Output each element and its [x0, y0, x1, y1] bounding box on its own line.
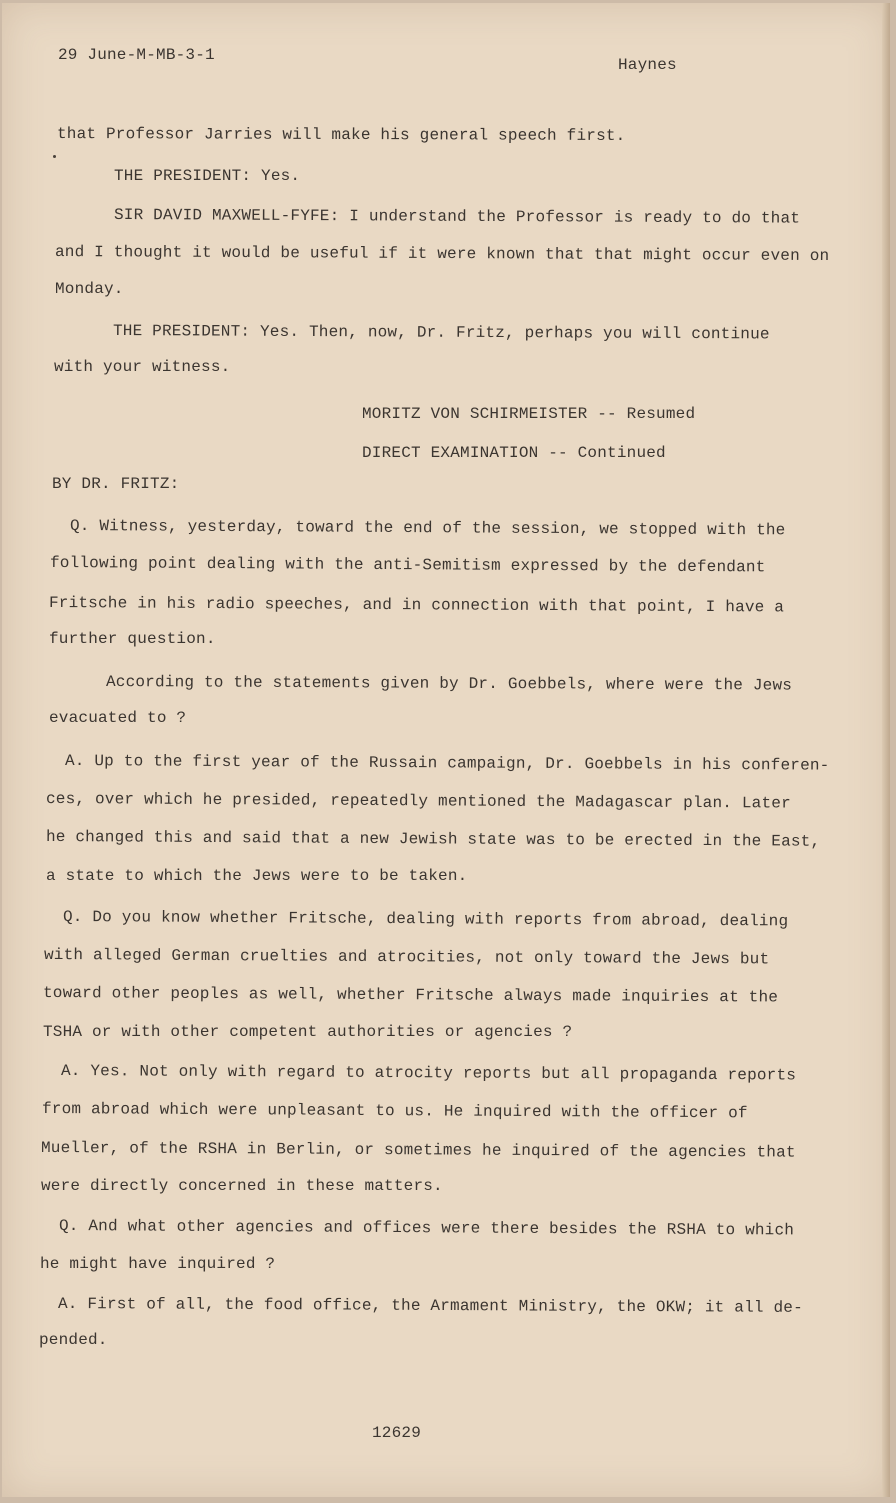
text-line-12: following point dealing with the anti-Semitism expressed by the defendant — [49, 554, 766, 577]
ink-mark — [53, 155, 56, 158]
text-line-31: A. First of all, the food office, the Armament Ministry, the OKW; it all de- — [57, 1295, 803, 1317]
text-line-14: further question. — [49, 630, 216, 648]
text-line-26: from abroad which were unpleasant to us. He inquired with the officer of — [41, 1100, 748, 1123]
header-right: Haynes — [618, 56, 677, 74]
text-line-30: he might have inquired ? — [40, 1255, 276, 1273]
text-line-23: toward other peoples as well, whether Fritsche always made inquiries at the — [42, 984, 779, 1007]
text-line-6: THE PRESIDENT: Yes. Then, now, Dr. Fritz, perhaps you will continue — [112, 322, 770, 344]
text-line-2: THE PRESIDENT: Yes. — [114, 167, 301, 185]
text-line-16: evacuated to ? — [49, 709, 187, 727]
text-line-5: Monday. — [55, 280, 124, 298]
text-line-24: TSHA or with other competent authorities or agencies ? — [43, 1023, 573, 1041]
header-left: 29 June-M-MB-3-1 — [58, 46, 215, 64]
examiner-label: BY DR. FRITZ: — [52, 475, 180, 493]
text-line-22: with alleged German cruelties and atrocities, not only toward the Jews but — [43, 946, 770, 969]
text-line-18: ces, over which he presided, repeatedly mentioned the Madagascar plan. Later — [45, 790, 791, 813]
text-line-19: he changed this and said that a new Jewish state was to be erected in the East, — [45, 828, 821, 851]
text-line-20: a state to which the Jews were to be taken. — [46, 867, 468, 885]
text-line-3: SIR DAVID MAXWELL-FYFE: I understand the Professor is ready to do that — [113, 206, 801, 228]
text-line-4: and I thought it would be useful if it were known that that might occur even on — [54, 243, 830, 266]
text-line-29: Q. And what other agencies and offices were there besides the RSHA to which — [58, 1217, 795, 1240]
document-page — [2, 3, 890, 1497]
text-line-7: with your witness. — [54, 358, 231, 376]
page-edge-shadow — [882, 3, 890, 1497]
text-line-15: According to the statements given by Dr. Goebbels, where were the Jews — [105, 673, 793, 695]
text-line-13: Fritsche in his radio speeches, and in connection with that point, I have a — [48, 594, 785, 617]
examination-heading: DIRECT EXAMINATION -- Continued — [362, 444, 666, 462]
text-line-1: that Professor Jarries will make his general speech first. — [56, 125, 626, 145]
text-line-32: pended. — [39, 1331, 108, 1349]
text-line-27: Mueller, of the RSHA in Berlin, or sometimes he inquired of the agencies that — [40, 1139, 796, 1162]
text-line-11: Q. Witness, yesterday, toward the end of the session, we stopped with the — [69, 517, 786, 540]
text-line-25: A. Yes. Not only with regard to atrocity reports but all propaganda reports — [60, 1062, 797, 1085]
text-line-21: Q. Do you know whether Fritsche, dealing with reports from abroad, dealing — [62, 908, 789, 931]
page-number: 12629 — [372, 1424, 422, 1442]
text-line-28: were directly concerned in these matters. — [41, 1177, 443, 1195]
witness-heading: MORITZ VON SCHIRMEISTER -- Resumed — [362, 405, 696, 423]
text-line-17: A. Up to the first year of the Russain campaign, Dr. Goebbels in his conferen- — [64, 752, 830, 775]
